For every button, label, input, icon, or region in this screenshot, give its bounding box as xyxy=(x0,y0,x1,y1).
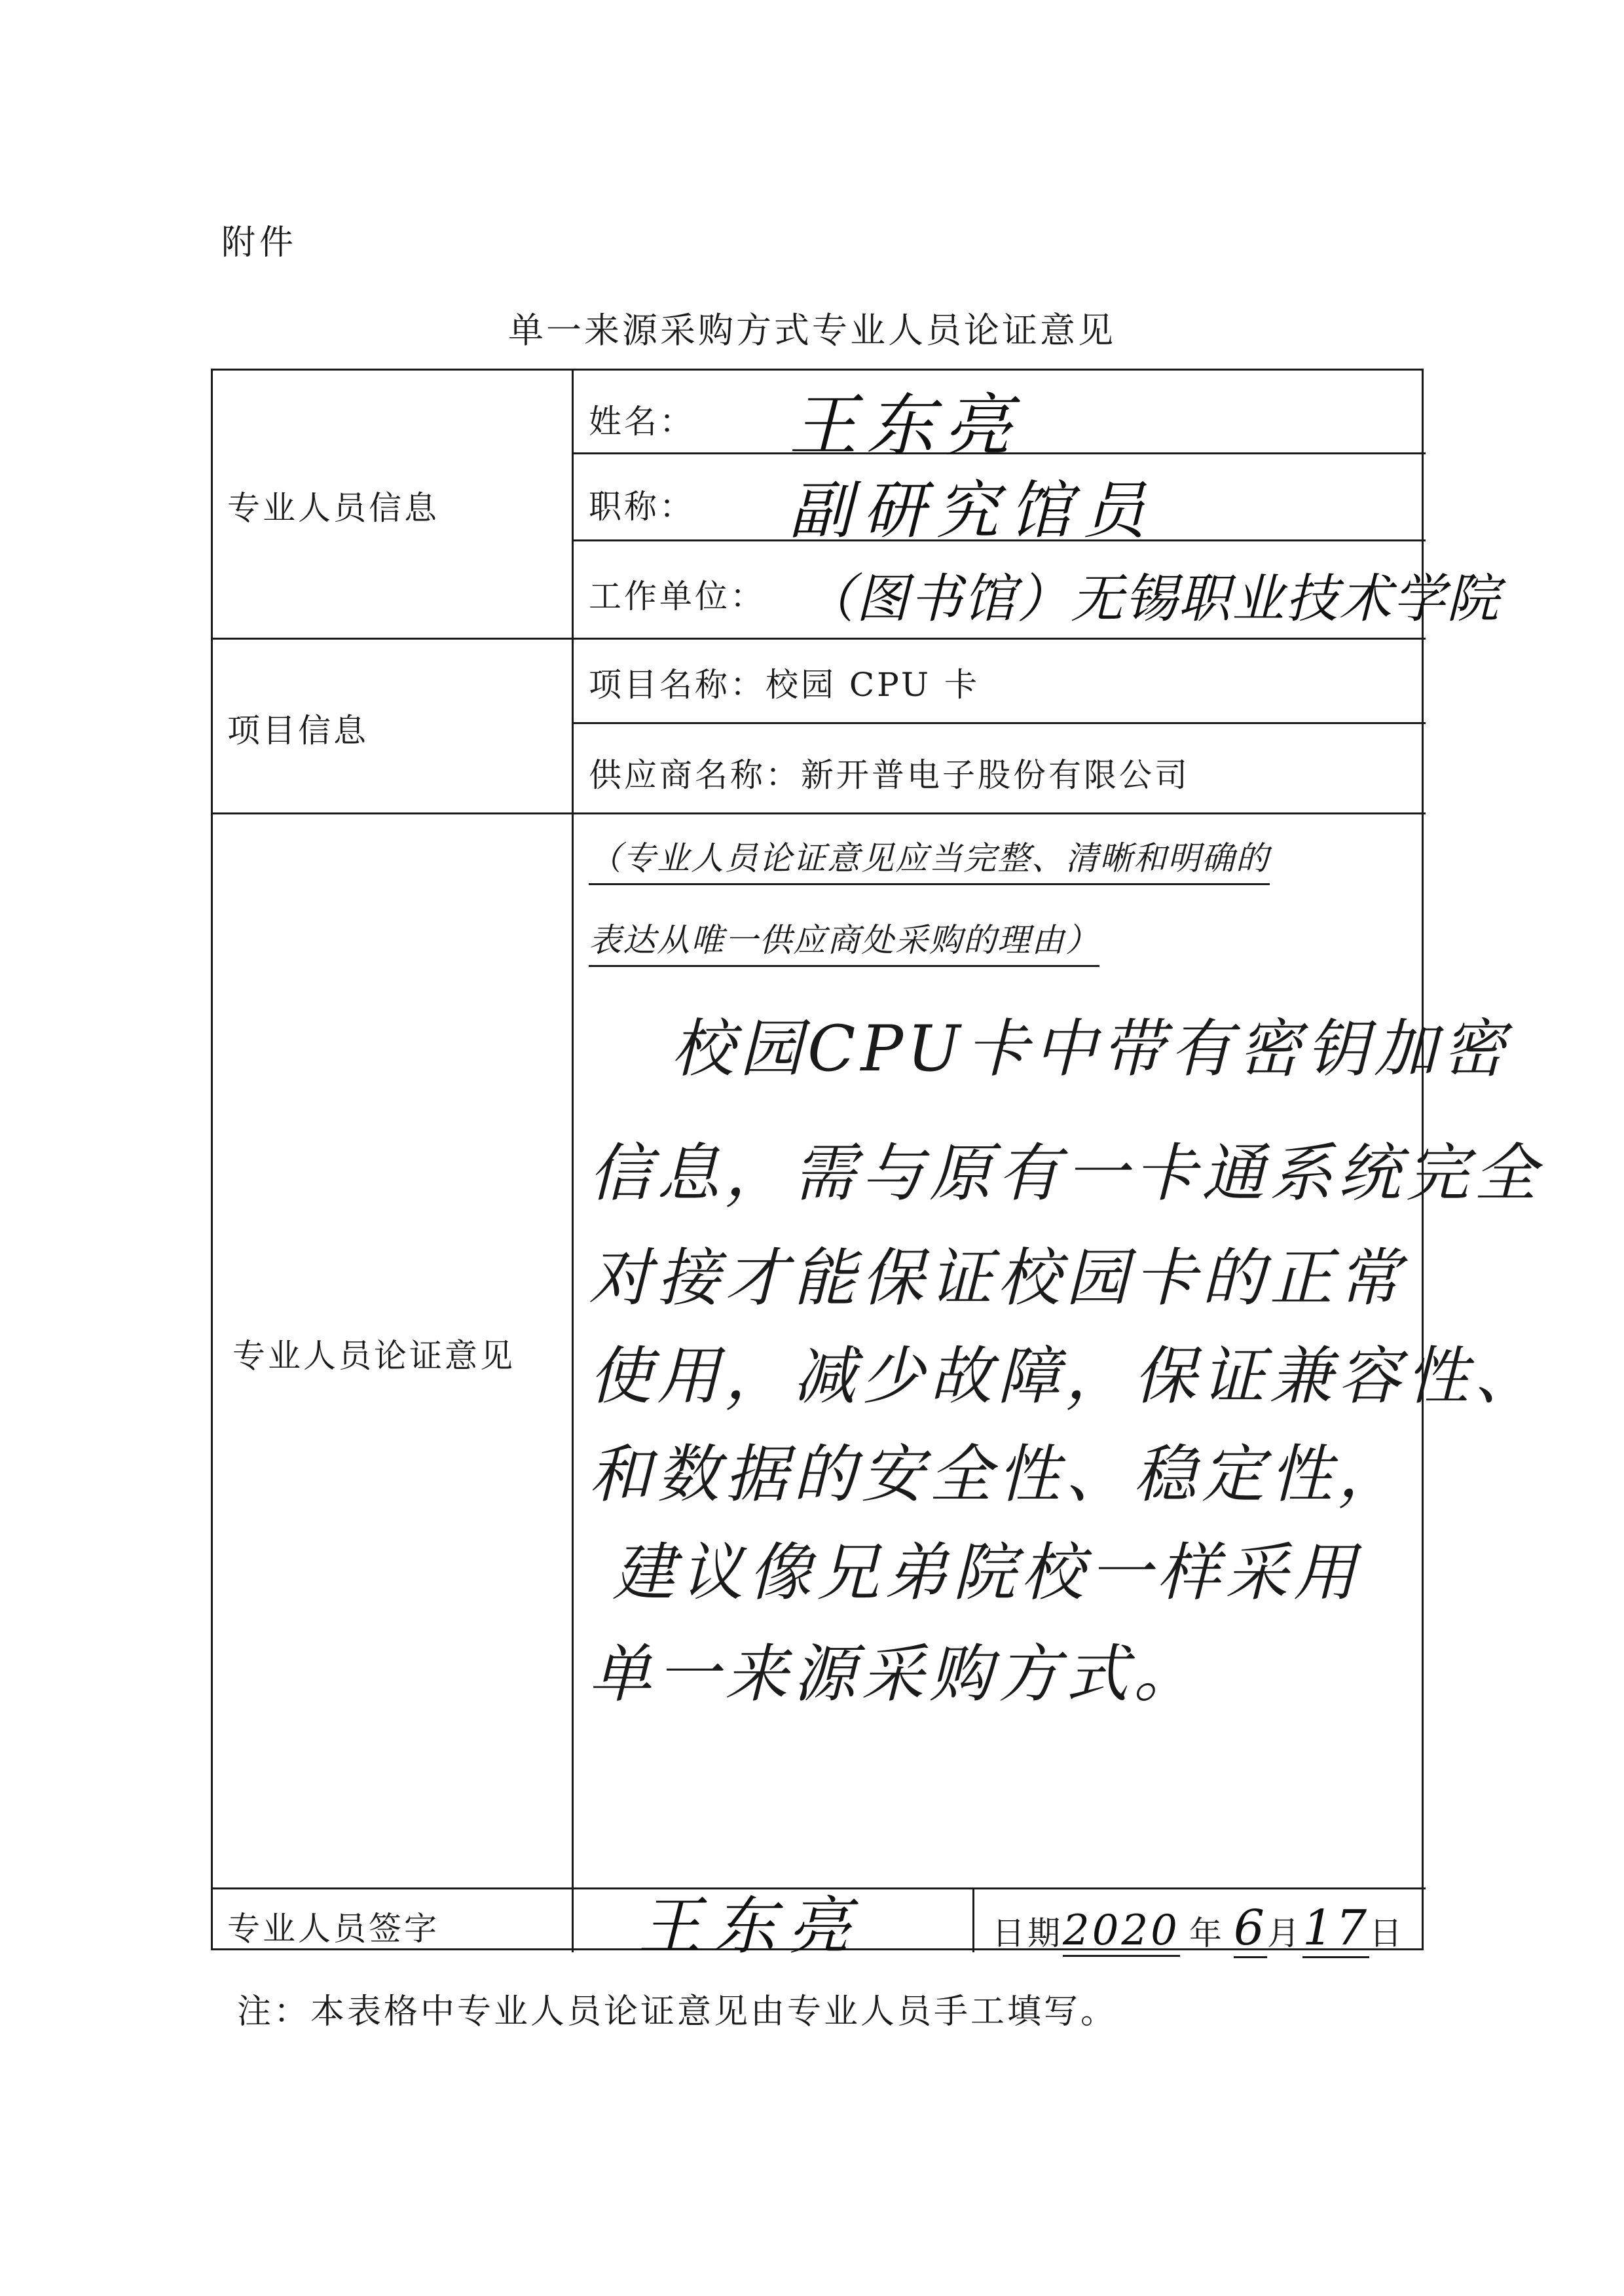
document-title: 单一来源采购方式专业人员论证意见 xyxy=(508,310,1116,351)
opinion-handwritten-line: 和数据的安全性、稳定性， xyxy=(589,1438,1406,1511)
attachment-label: 附件 xyxy=(221,223,298,263)
opinion-section-label: 专业人员论证意见 xyxy=(232,1337,515,1375)
employer-label: 工作单位： xyxy=(589,577,766,615)
opinion-handwritten-line: 校园CPU卡中带有密钥加密 xyxy=(671,1012,1511,1085)
opinion-handwritten-line: 使用，减少故障，保证兼容性、 xyxy=(589,1339,1542,1413)
row-divider-section2 xyxy=(213,812,1426,814)
name-label: 姓名： xyxy=(589,403,695,441)
date-month-handwritten: 6 xyxy=(1234,1900,1267,1958)
date-label: 日期 xyxy=(992,1914,1063,1952)
signature-divider-left xyxy=(572,1887,574,1952)
opinion-instruction-line2: 表达从唯一供应商处采购的理由） xyxy=(589,914,1099,967)
name-handwritten: 王东亮 xyxy=(789,386,1022,465)
day-unit: 日 xyxy=(1369,1914,1405,1952)
employer-handwritten: （图书馆）无锡职业技术学院 xyxy=(802,568,1500,629)
opinion-handwritten-line: 对接才能保证校园卡的正常 xyxy=(589,1241,1406,1315)
signature-divider-right xyxy=(972,1887,974,1952)
date-year-handwritten: 2020 xyxy=(1063,1906,1180,1957)
row-divider-project xyxy=(572,722,1426,724)
opinion-handwritten-line: 单一来源采购方式。 xyxy=(589,1637,1202,1711)
expert-info-section-label: 专业人员信息 xyxy=(227,489,439,527)
date-day-handwritten: 17 xyxy=(1302,1900,1369,1958)
opinion-handwritten-line: 信息，需与原有一卡通系统完全 xyxy=(589,1137,1542,1210)
project-name-value: 校园 CPU 卡 xyxy=(766,666,980,704)
supplier-name-label-text: 供应商名称： xyxy=(589,756,801,794)
column-divider xyxy=(572,371,574,1909)
date-field xyxy=(992,1900,1405,1956)
month-unit: 月 xyxy=(1266,1914,1302,1952)
project-info-section-label: 项目信息 xyxy=(227,712,369,750)
row-divider-section1 xyxy=(213,638,1426,640)
opinion-form-table xyxy=(211,369,1542,1963)
opinion-handwritten-line: 建议像兄弟院校一样采用 xyxy=(612,1536,1361,1609)
signature-section-label: 专业人员签字 xyxy=(227,1910,439,1948)
supplier-name-label xyxy=(589,749,1190,796)
expert-signature: 王东亮 xyxy=(638,1889,862,1963)
project-name-label xyxy=(589,659,980,706)
project-name-label-text: 项目名称： xyxy=(589,666,766,704)
year-unit: 年 xyxy=(1189,1914,1225,1952)
title-label: 职称： xyxy=(589,488,695,526)
supplier-name-value: 新开普电子股份有限公司 xyxy=(801,756,1190,794)
opinion-instruction-line1: （专业人员论证意见应当完整、清晰和明确的 xyxy=(589,832,1270,885)
title-handwritten: 副研究馆员 xyxy=(789,474,1156,547)
form-footnote: 注：本表格中专业人员论证意见由专业人员手工填写。 xyxy=(237,1992,1118,2032)
